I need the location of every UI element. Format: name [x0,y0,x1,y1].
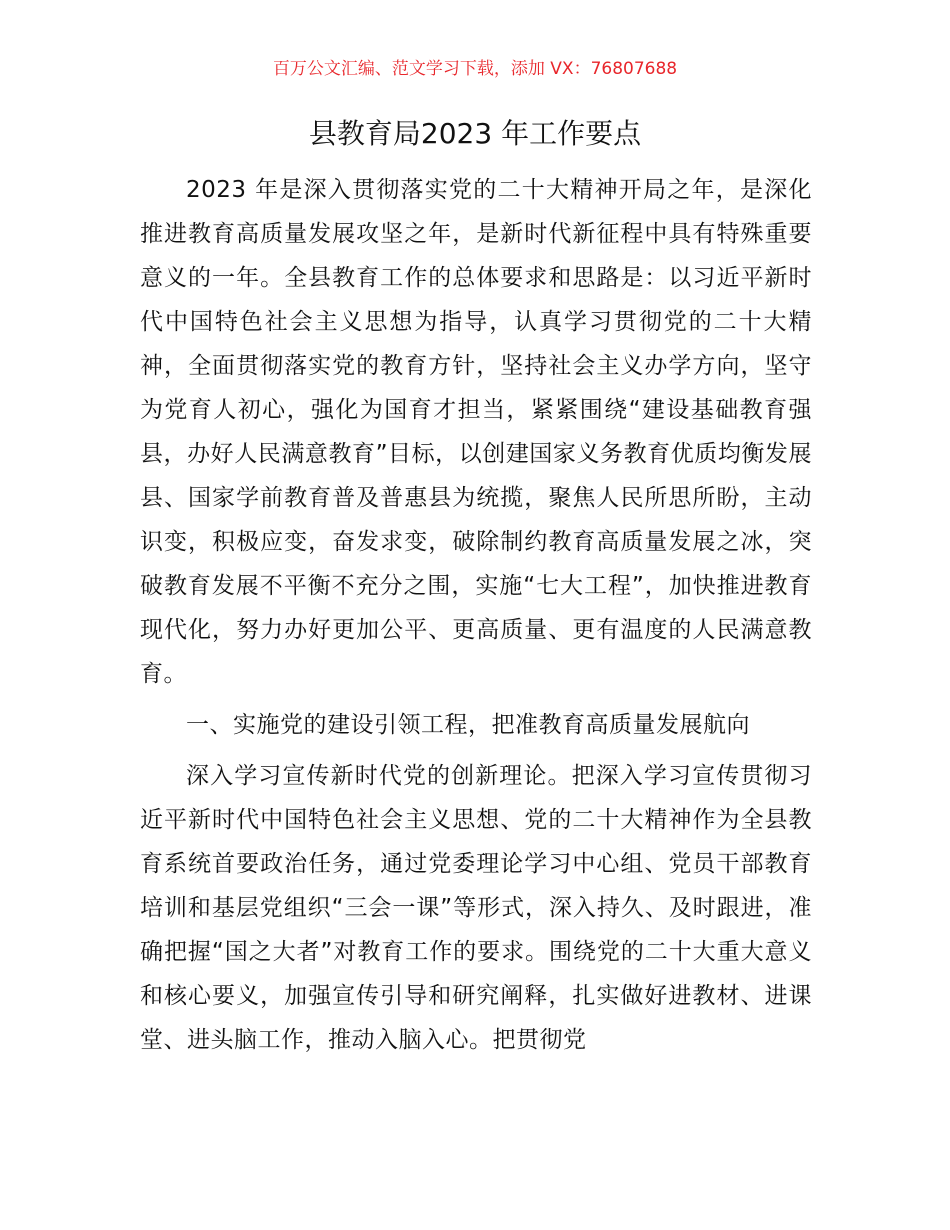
paragraph-intro: 2023 年是深入贯彻落实党的二十大精神开局之年，是深化推进教育高质量发展攻坚之年，是新时代新征程中具有特殊重要意义的一年。全县教育工作的总体要求和思路是：以习近平新时代中国特色社会主义思想为指导，认真学习贯彻党的二十大精神，全面贯彻落实党的教育方针，坚持社会主义办学方向，坚守为党育人初心，强化为国育才担当，紧紧围绕“建设基础教育强县，办好人民满意教育”目标，以创建国家义务教育优质均衡发展县、国家学前教育普及普惠县为统揽，聚焦人民所思所盼，主动识变，积极应变，奋发求变，破除制约教育高质量发展之冰，突破教育发展不平衡不充分之围，实施“七大工程”，加快推进教育现代化，努力办好更加公平、更高质量、更有温度的人民满意教育。 [140,177,812,687]
page-title: 县教育局2023 年工作要点 [308,117,642,150]
section-heading: 一、实施党的建设引领工程，把准教育高质量发展航向 [186,712,750,738]
header-note: 百万公文汇编、范文学习下载，添加 VX：76807688 [272,59,678,79]
document-body [140,168,812,1062]
paragraph-section-1: 深入学习宣传新时代党的创新理论。把深入学习宣传贯彻习近平新时代中国特色社会主义思想、党的二十大精神作为全县教育系统首要政治任务，通过党委理论学习中心组、党员干部教育培训和基层党组织“三会一课”等形式，深入持久、及时跟进，准确把握“国之大者”对教育工作的要求。围绕党的二十大重大意义和核心要义，加强宣传引导和研究阐释，扎实做好进教材、进课堂、进头脑工作，推动入脑入心。把贯彻党 [140,763,812,1053]
